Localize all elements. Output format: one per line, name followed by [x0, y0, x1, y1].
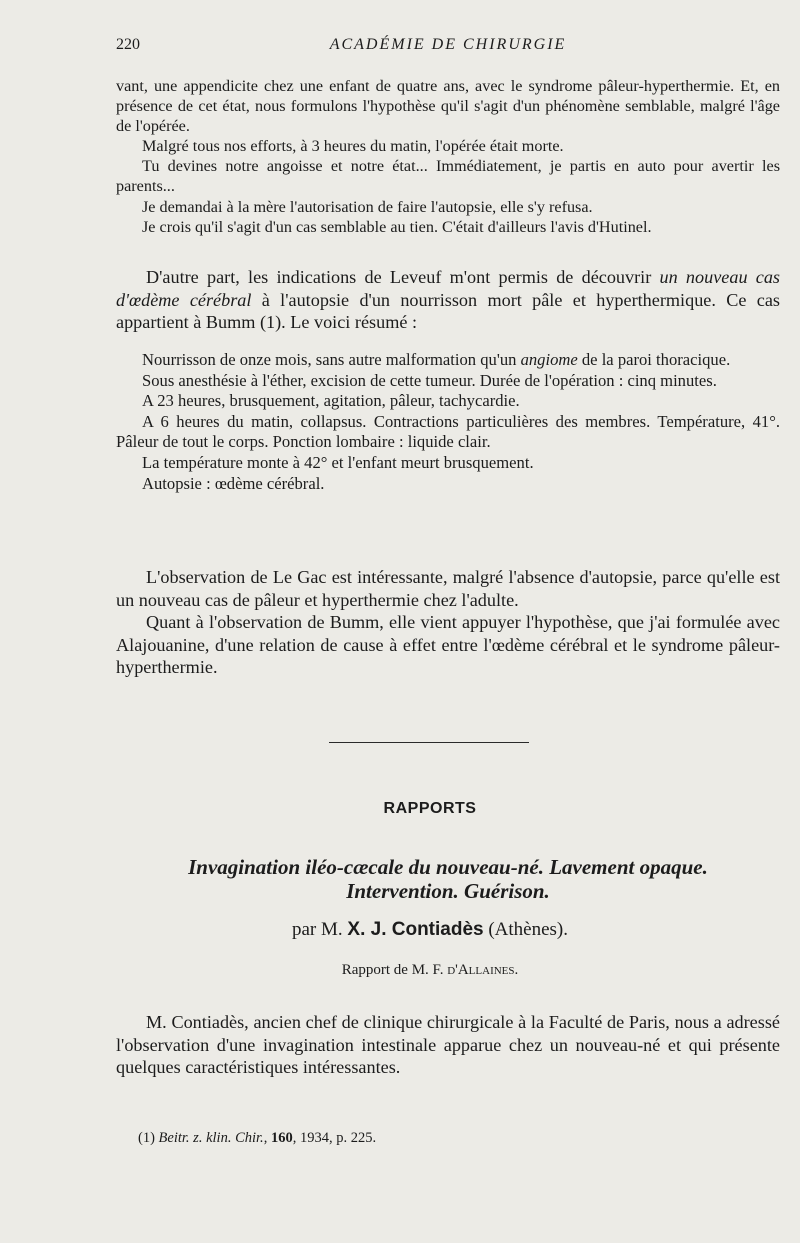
paragraph: Malgré tous nos efforts, à 3 heures du matin, l'opérée était morte.	[142, 137, 564, 156]
footnote-sep: ,	[263, 1130, 271, 1146]
paragraph: Je demandai à la mère l'autorisation de faire l'autopsie, elle s'y refusa.	[142, 197, 593, 216]
paragraph: A 23 heures, brusquement, agitation, pâleur, tachycardie.	[142, 391, 520, 411]
observation-summary	[116, 350, 780, 494]
paragraph: A 6 heures du matin, collapsus. Contractions particulières des membres. Température, 41°. Pâleur de tout le corps. Ponction lombaire : liquide clair.	[116, 411, 780, 452]
footnote	[138, 1130, 376, 1147]
footnote-rest: , 1934, p. 225.	[292, 1130, 377, 1146]
rapporteur-line	[0, 962, 800, 979]
paragraph: Je crois qu'il s'agit d'un cas semblable au tien. C'était d'ailleurs l'avis d'Hutinel.	[142, 217, 652, 236]
article-title-line: Invagination iléo-cæcale du nouveau-né. Lavement opaque.	[188, 855, 708, 879]
running-title: ACADÉMIE DE CHIRURGIE	[329, 36, 567, 53]
journal-volume: 160	[270, 1130, 293, 1146]
article-title	[96, 855, 800, 903]
text-run: D'autre part, les indications de Leveuf m'ont permis de découvrir	[146, 267, 660, 287]
italic-text: un nouveau cas d'œdème cérébral	[116, 267, 781, 310]
letter-excerpt	[116, 76, 780, 237]
leveuf-paragraph	[116, 266, 780, 334]
journal-name: Beitr. z. klin. Chir.	[158, 1130, 264, 1146]
paragraph: L'observation de Le Gac est intéressante, malgré l'absence d'autopsie, parce qu'elle est un nouveau cas de pâleur et hyperthermie chez l'adulte.	[116, 567, 780, 610]
paragraph: La température monte à 42° et l'enfant meurt brusquement.	[142, 452, 534, 472]
author-name: X. J. Contiadès	[347, 919, 484, 940]
paragraph: M. Contiadès, ancien chef de clinique chirurgicale à la Faculté de Paris, nous a adressé l'observation d'une invagination intestinale apparue chez un nouveau-né et qui présente quelques caractéristiques intéressantes.	[116, 1012, 780, 1078]
paragraph: Sous anesthésie à l'éther, excision de cette tumeur. Durée de l'opération : cinq minutes.	[142, 370, 717, 390]
rapport-suffix: .	[514, 962, 519, 978]
footnote-marker: (1)	[138, 1130, 159, 1146]
paragraph	[116, 350, 780, 371]
article-intro	[116, 1011, 780, 1079]
paragraph: vant, une appendicite chez une enfant de quatre ans, avec le syndrome pâleur-hyperthermie. Et, en présence de cet état, nous formulons l'hypothèse qu'il s'agit d'un phénomène semblable, malgré l'âge de l'opérée.	[116, 77, 780, 136]
conclusion	[116, 566, 780, 679]
article-title-line: Intervention. Guérison.	[346, 879, 550, 903]
text-run: à l'autopsie d'un nourrisson mort pâle et hyperthermique. Ce cas appartient à Bumm (1). Le voici résumé :	[116, 289, 780, 333]
section-heading: RAPPORTS	[383, 800, 477, 817]
page-number: 220	[116, 36, 140, 53]
paragraph: Tu devines notre angoisse et notre état... Immédiatement, je partis en auto pour avertir les parents...	[116, 157, 780, 196]
section-divider	[329, 742, 529, 743]
paragraph: Quant à l'observation de Bumm, elle vient appuyer l'hypothèse, que j'ai formulée avec Alajouanine, d'une relation de cause à effet entre l'œdème cérébral et le syndrome pâleur-hyperthermie.	[116, 612, 780, 678]
paragraph: Autopsie : œdème cérébral.	[142, 473, 325, 493]
rapporteur-name: d'Allaines	[447, 962, 515, 978]
article-byline	[0, 919, 800, 941]
byline-prefix: par M.	[291, 919, 348, 940]
italic-text: angiome	[520, 350, 578, 369]
text-run: de la paroi thoracique.	[577, 350, 731, 369]
paragraph	[116, 266, 780, 334]
text-run: Nourrisson de onze mois, sans autre malformation qu'un	[142, 350, 521, 369]
page-header	[116, 36, 780, 58]
rapport-prefix: Rapport de M. F.	[341, 962, 448, 978]
author-affiliation: (Athènes).	[483, 919, 569, 940]
